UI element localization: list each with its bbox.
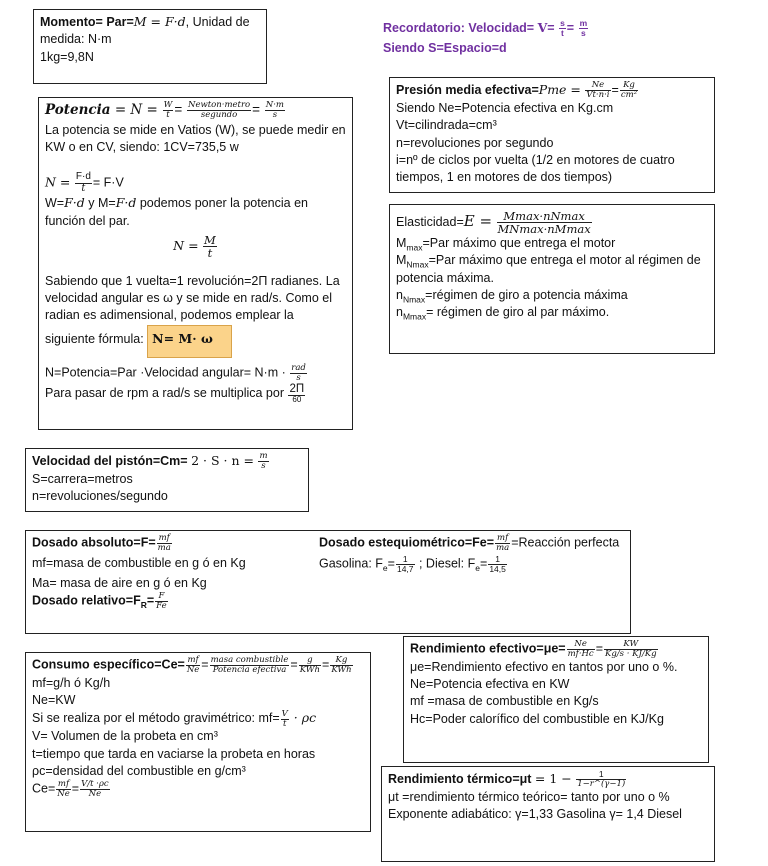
consumo-title-line: [32, 656, 364, 675]
consumo-line2: Ne=KW: [32, 693, 76, 708]
rend-efectivo-line1: μe=Rendimiento efectivo en tantos por uno o %.: [410, 659, 678, 674]
potencia-frac-m-t: [203, 234, 217, 259]
elasticidad-line4: [396, 304, 708, 321]
dosado-est-tail: =Reacción perfecta: [511, 535, 620, 550]
frac-num: Mmax·nNmax: [497, 210, 592, 223]
diesel-frac: [488, 555, 507, 574]
frac-num: Ne: [567, 640, 595, 650]
l3-b: =régimen de giro a potencia máxima: [425, 287, 628, 302]
dosado-abs-frac: [157, 534, 172, 553]
rend-termico-eq: = 1 −: [534, 771, 572, 786]
dosado-est-line: [319, 534, 619, 553]
frac-num: 1: [488, 555, 507, 565]
consumo-line3: [32, 709, 364, 728]
frac-den: segundo: [200, 109, 238, 120]
piston-title: Velocidad del pistón=Cm=: [32, 454, 188, 468]
l3-tail: · ρc: [289, 710, 317, 726]
frac-den: t: [166, 109, 170, 120]
dosado-rel-title: Dosado relativo=F: [32, 594, 141, 609]
consumo-vt-frac: [281, 710, 289, 729]
momento-line1: [40, 13, 260, 31]
frac-den: t: [207, 245, 213, 260]
momento-box: [33, 9, 267, 84]
reminder-line2: Siendo S=Espacio=d: [383, 41, 507, 56]
wd-c: y M=: [84, 196, 116, 211]
wd-b: F·d: [64, 195, 85, 211]
presion-eq: =: [611, 83, 619, 97]
presion-line3: n=revoluciones por segundo: [396, 135, 554, 150]
presion-pme: Pme =: [538, 82, 581, 97]
frac-den: Kg/s · KJ/Kg: [605, 648, 657, 659]
l3-prefix: Si se realiza por el método gravimétrico: mf=: [32, 711, 280, 726]
potencia-nfv-line: [45, 172, 346, 194]
elasticidad-title-line: [396, 210, 708, 235]
frac-num: 1: [576, 770, 626, 780]
eq: =: [290, 657, 298, 672]
frac-num: Kg: [330, 656, 352, 666]
presion-frac-kg: [620, 81, 638, 100]
l3-a: n: [396, 287, 403, 302]
frac-den: 60: [292, 394, 302, 404]
l7-eq: =: [71, 781, 80, 796]
presion-title-line: [396, 81, 708, 100]
radian-text: Sabiendo que 1 vuelta=1 revolución=2Π radianes. La velocidad angular es ω y se mide en rad/s. Como el radian es adimensional, podemos emplear la siguiente fórmula:: [45, 273, 340, 346]
l2-a: M: [396, 253, 407, 268]
diesel-label: ; Diesel: F: [415, 556, 476, 571]
momento-line2: medida: N·m: [40, 32, 112, 47]
potencia-units-text: La potencia se mide en Vatios (W), se puede medir en KW o en CV, siendo: 1CV=735,5 w: [45, 122, 346, 155]
rend-termico-line2: Exponente adiabático: γ=1,33 Gasolina γ= 1,4 Diesel: [388, 807, 682, 822]
reminder-frac2-den: s: [580, 28, 586, 39]
dosado-abs-line: [32, 534, 246, 553]
presion-box: [389, 77, 715, 193]
momento-formula: M = F·d: [133, 14, 186, 29]
wd-e: podemos poner la potencia en función del par.: [45, 196, 308, 228]
rend-efectivo-title-line: [410, 640, 702, 659]
frac-num: Newton·metro: [188, 100, 251, 111]
dosado-box: [25, 530, 631, 634]
piston-line2: n=revoluciones/segundo: [32, 489, 168, 504]
frac-den: s: [261, 461, 266, 472]
consumo-line6: ρc=densidad del combustible en g/cm³: [32, 763, 246, 778]
frac-den: Vt·n·i: [586, 90, 610, 101]
frac-den: MNmax·nMmax: [497, 222, 591, 237]
presion-line1: Siendo Ne=Potencia efectiva en Kg.cm: [396, 101, 614, 116]
rend-efectivo-line4: Hc=Poder calorífico del combustible en KJ/Kg: [410, 711, 664, 726]
potencia-radian-text: [45, 273, 346, 358]
reminder-frac-s-t: [559, 19, 566, 38]
consumo-box: [25, 652, 371, 832]
reminder-frac1-den: t: [561, 28, 564, 39]
rend-efectivo-frac1: [567, 640, 595, 659]
frac-num: mf: [57, 779, 70, 790]
highlighted-formula: N= M· ω: [147, 325, 232, 358]
frac-num: mf: [158, 533, 170, 543]
frac-den: KWh: [331, 664, 352, 675]
gas-frac: [396, 555, 415, 574]
dosado-rel-line: [32, 592, 246, 611]
rend-efectivo-line3: mf =masa de combustible en Kg/s: [410, 694, 599, 709]
piston-box: [25, 448, 309, 512]
dosado-line1: mf=masa de combustible en g ó en Kg: [32, 555, 246, 570]
potencia-frac-rad-s: [290, 364, 307, 383]
l2-sub: Nmax: [406, 259, 429, 270]
frac-den: s: [272, 109, 278, 120]
frac-den: Ne: [186, 664, 200, 675]
frac-num: rad: [291, 362, 306, 373]
rend-efectivo-line2: Ne=Potencia efectiva en KW: [410, 677, 570, 692]
frac-num: V: [281, 708, 288, 719]
consumo-frac4: [330, 656, 352, 675]
l4-b: = régimen de giro al par máximo.: [426, 305, 610, 320]
piston-line1: S=carrera=metros: [32, 472, 133, 487]
frac-num: masa combustible: [210, 655, 289, 665]
nfv-lhs: N =: [45, 174, 71, 190]
rend-termico-title-line: [388, 770, 708, 789]
l4-sub: Mmax: [402, 311, 427, 322]
frac-den: t: [283, 718, 287, 729]
piston-formula: 2 · S · n =: [191, 453, 254, 468]
presion-title: Presión media efectiva=: [396, 83, 539, 97]
dosado-abs-title: Dosado absoluto=F=: [32, 535, 156, 550]
gas-sub: e: [382, 563, 388, 574]
diesel-sub: e: [475, 563, 480, 574]
gas-eq: =: [387, 556, 395, 571]
potencia-nmt-line: [45, 234, 346, 259]
presion-frac-ne: [585, 81, 610, 100]
l2-b: =Par máximo que entrega el motor al régimen de potencia máxima.: [396, 253, 701, 285]
consumo-ce-frac1: [56, 780, 70, 799]
potencia-frac-w-t: [163, 101, 174, 120]
momento-label: Momento= Par=: [40, 15, 134, 29]
reminder-frac2-num: m: [579, 18, 588, 29]
l1-a: M: [396, 236, 407, 251]
frac-den: s: [296, 372, 301, 383]
consumo-frac2: [210, 656, 290, 675]
frac-den: 14,7: [396, 563, 414, 574]
frac-den: ma: [157, 542, 171, 553]
l4-a: n: [396, 305, 403, 320]
frac-num: W: [163, 100, 173, 111]
frac-den: KWh: [299, 664, 320, 675]
potencia-frac-newton: [187, 101, 251, 120]
frac-den: Fe: [156, 601, 167, 612]
dosado-left: [32, 534, 246, 611]
potencia-box: [38, 97, 353, 430]
dosado-rel-frac: [155, 592, 167, 611]
potencia-frac-2pi-60: [288, 383, 305, 404]
frac-num: Kg: [620, 81, 638, 91]
rend-termico-title: Rendimiento térmico=μt: [388, 772, 532, 786]
momento-line3: 1kg=9,8N: [40, 49, 94, 64]
eq: =: [595, 641, 604, 656]
frac-num: N·m: [265, 100, 284, 111]
potencia-par-line: [45, 364, 346, 383]
rend-termico-frac: [576, 770, 626, 789]
consumo-frac1: [186, 656, 200, 675]
piston-frac: [258, 452, 268, 471]
frac-num: KW: [604, 640, 658, 650]
consumo-frac3: [299, 656, 321, 675]
frac-den: t: [81, 182, 86, 194]
l1-b: =Par máximo que entrega el motor: [422, 236, 616, 251]
elasticidad-line1: [396, 235, 708, 252]
diesel-eq: =: [480, 556, 488, 571]
frac-den: 14,5: [489, 563, 506, 574]
reminder-frac-m-s: [579, 19, 589, 38]
consumo-line5: t=tiempo que tarda en vaciarse la probeta en horas: [32, 746, 316, 761]
frac-num: mf: [497, 533, 509, 543]
reminder-label: Recordatorio: Velocidad=: [383, 21, 535, 35]
potencia-wd-text: [45, 194, 346, 230]
rend-termico-line1: μt =rendimiento térmico teórico= tanto por uno o %: [388, 790, 670, 805]
elasticidad-box: [389, 204, 715, 354]
potencia-title-line: Potencia = N = $\frac{W}{t}$ = $\frac{\text{Newton·metro}}{\text{segundo}}$ = $\frac{N\cdot m}{s}$: [45, 100, 284, 120]
elasticidad-line2: [396, 252, 708, 287]
frac-den: ma: [496, 542, 510, 553]
rend-efectivo-box: [403, 636, 709, 763]
eq: =: [322, 657, 330, 672]
elasticidad-title: Elasticidad=: [396, 214, 464, 229]
gas-label: Gasolina: F: [319, 556, 383, 571]
presion-line4: i=nº de ciclos por vuelta (1/2 en motores de cuatro tiempos, 1 en motores de dos tiempos): [396, 152, 675, 185]
frac-num: 2Π: [289, 382, 305, 395]
reminder-frac1-num: s: [560, 18, 565, 29]
rend-termico-box: [381, 766, 715, 862]
l3-sub: Nmax: [402, 294, 426, 305]
frac-num: F·d: [75, 171, 91, 183]
elasticidad-line3: [396, 287, 708, 304]
potencia-title: Potencia: [45, 102, 111, 118]
consumo-line1: mf=g/h ó Kg/h: [32, 675, 111, 690]
potencia-frac-nm-s: [265, 101, 285, 120]
reminder-v: V: [537, 20, 548, 35]
dosado-rel-eq: =: [146, 594, 155, 609]
nfv-tail: = F·V: [92, 175, 124, 190]
consumo-ce-frac2: [80, 780, 110, 799]
velocity-reminder: [383, 18, 589, 58]
par-text: N=Potencia=Par ·Velocidad angular= N·m ·: [45, 365, 286, 380]
l7-prefix: Ce=: [32, 781, 56, 796]
frac-den: mf·Hc: [567, 648, 594, 659]
potencia-eq-lhs: = N =: [110, 102, 158, 118]
frac-den: 1−r^(γ−1): [577, 779, 626, 790]
frac-num: mf: [187, 655, 199, 665]
potencia-frac-fd-t: [75, 172, 92, 194]
frac-den: cm²: [620, 90, 638, 101]
frac-num: m: [259, 451, 268, 462]
rend-efectivo-frac2: [604, 640, 658, 659]
frac-num: 1: [396, 555, 415, 565]
frac-den: Potencia efectiva: [212, 664, 287, 675]
presion-line2: Vt=cilindrada=cm³: [396, 118, 497, 133]
frac-den: Ne: [57, 789, 70, 800]
dosado-fuel-line: [319, 555, 619, 574]
consumo-line7: [32, 780, 364, 799]
nmt-lhs: N =: [173, 237, 199, 253]
wd-a: W=: [45, 196, 65, 211]
potencia-rpm-line: [45, 383, 346, 404]
elasticidad-e: E =: [463, 211, 493, 230]
frac-num: g: [299, 656, 321, 666]
reminder-line1: Recordatorio: Velocidad= V= $\frac{s}{t}$ = $\frac{m}{s}$: [383, 18, 588, 39]
frac-num: Ne: [585, 81, 610, 91]
rpm-text: Para pasar de rpm a rad/s se multiplica por: [45, 385, 284, 400]
dosado-rel-sub: R: [140, 600, 147, 611]
wd-d: F·d: [115, 195, 137, 211]
elasticidad-frac: [497, 210, 592, 235]
frac-num: M: [204, 232, 216, 247]
l1-sub: max: [406, 242, 423, 253]
consumo-line4: V= Volumen de la probeta en cm³: [32, 729, 218, 744]
frac-num: F: [155, 592, 167, 602]
piston-title-line: [32, 452, 302, 471]
dosado-est-title: Dosado estequiométrico=Fe=: [319, 535, 495, 550]
momento-unit-label: , Unidad de: [185, 15, 250, 29]
dosado-line2: Ma= masa de aire en g ó en Kg: [32, 576, 207, 591]
dosado-est-frac: [495, 534, 510, 553]
rend-efectivo-title: Rendimiento efectivo=μe=: [410, 641, 566, 656]
dosado-right: [319, 534, 619, 574]
consumo-title: Consumo específico=Ce=: [32, 657, 185, 672]
frac-den: Ne: [88, 789, 102, 800]
frac-num: V/t ·ρc: [81, 779, 109, 790]
eq: =: [201, 657, 209, 672]
